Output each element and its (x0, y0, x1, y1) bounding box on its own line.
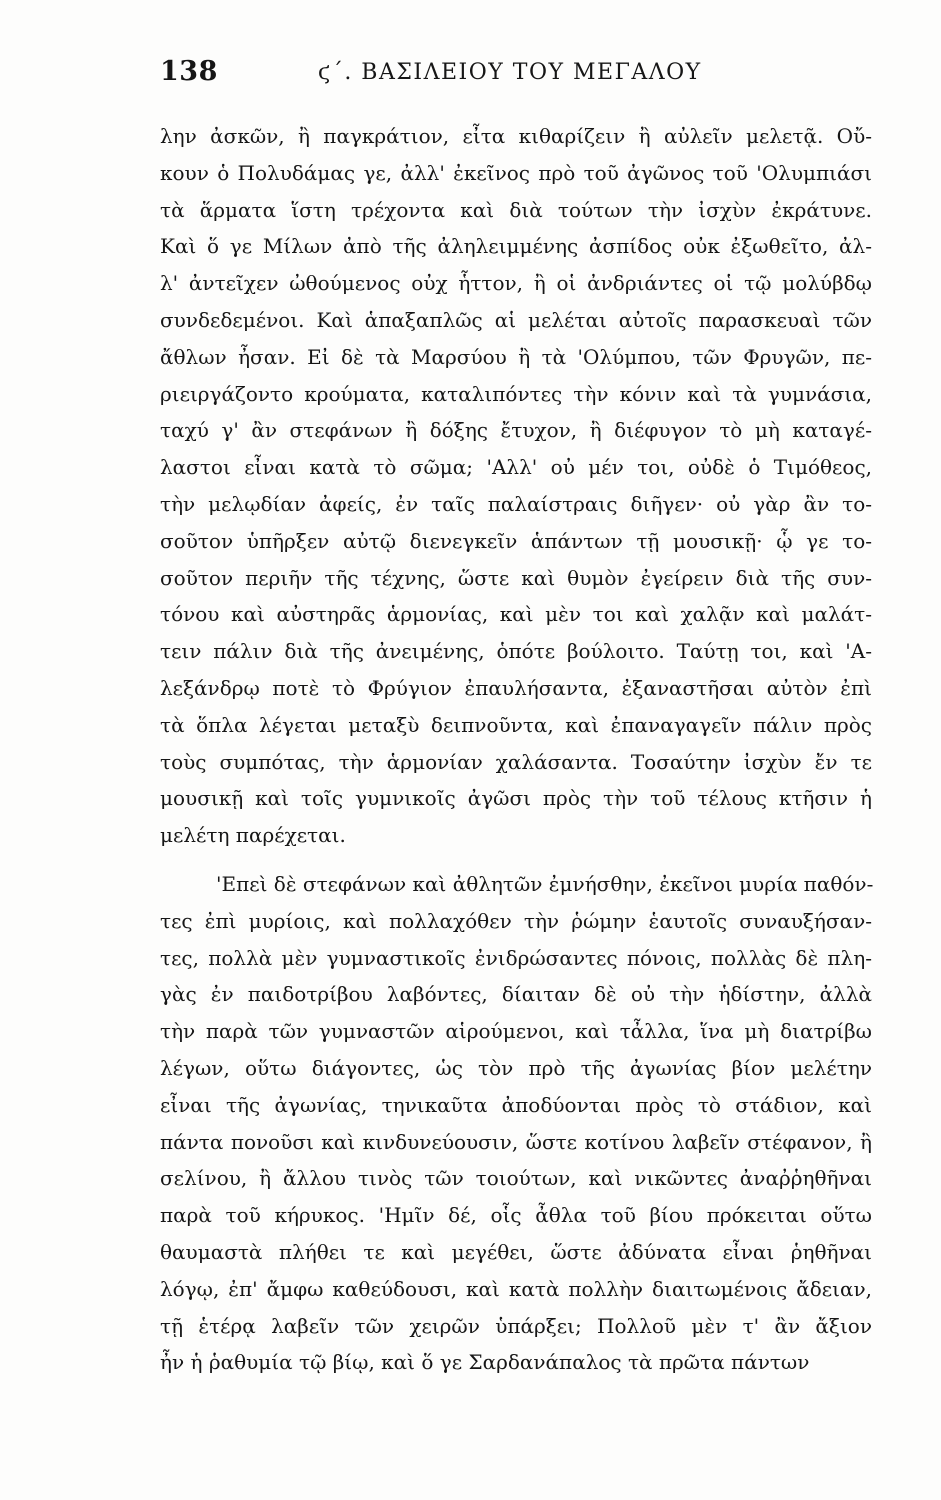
running-title: ϛ΄. ΒΑΣΙΛΕΙΟΥ ΤΟΥ ΜΕΓΑΛΟΥ (318, 60, 702, 85)
page-number: 138 (160, 56, 218, 87)
text-line: τῇ ἑτέρᾳ λαβεῖν τῶν χειρῶν ὑπάρξει; Πολλοῦ μὲν τ' ἂν ἄξιον (160, 1313, 872, 1338)
text-line: παρὰ τοῦ κήρυκος. 'Ημῖν δέ, οἷς ἆθλα τοῦ βίου πρόκειται οὕτω (160, 1203, 872, 1228)
text-line: λεξάνδρῳ ποτὲ τὸ Φρύγιον ἐπαυλήσαντα, ἐξαναστῆσαι αὐτὸν ἐπὶ (160, 675, 872, 700)
text-line: ριειργάζοντο κρούματα, καταλιπόντες τὴν κόνιν καὶ τὰ γυμνάσια, (160, 381, 872, 406)
text-line: σελίνου, ἢ ἄλλου τινὸς τῶν τοιούτων, καὶ νικῶντες ἀναῤῥηθῆναι (160, 1166, 872, 1191)
text-line: λην ἀσκῶν, ἢ παγκράτιον, εἶτα κιθαρίζειν ἢ αὐλεῖν μελετᾷ. Οὔ- (160, 124, 872, 148)
paragraph-1 (160, 118, 872, 854)
paragraph-gap (160, 854, 872, 866)
text-line: ἄθλων ἦσαν. Εἰ δὲ τὰ Μαρσύου ἢ τὰ 'Ολύμπου, τῶν Φρυγῶν, πε- (160, 344, 872, 369)
body-text (160, 118, 872, 1381)
text-line: θαυμαστὰ πλήθει τε καὶ μεγέθει, ὥστε ἀδύνατα εἶναι ῥηθῆναι (160, 1239, 872, 1264)
text-line: Καὶ ὅ γε Μίλων ἀπὸ τῆς ἀληλειμμένης ἀσπίδος οὐκ ἐξωθεῖτο, ἀλ- (160, 234, 872, 259)
text-line: τὰ ὅπλα λέγεται μεταξὺ δειπνοῦντα, καὶ ἐπαναγαγεῖν πάλιν πρὸς (160, 712, 872, 737)
text-line: τοὺς συμπότας, τὴν ἁρμονίαν χαλάσαντα. Τοσαύτην ἰσχὺν ἔν τε (160, 749, 872, 774)
paragraph-2 (160, 866, 872, 1381)
text-line: τὴν μελῳδίαν ἀφείς, ἐν ταῖς παλαίστραις διῆγεν· οὐ γὰρ ἂν το- (160, 491, 872, 516)
text-line: γὰς ἐν παιδοτρίβου λαβόντες, δίαιταν δὲ οὐ τὴν ἡδίστην, ἀλλὰ (160, 982, 872, 1007)
text-line: λαστοι εἶναι κατὰ τὸ σῶμα; 'Αλλ' οὐ μέν τοι, οὐδὲ ὁ Τιμόθεος, (160, 455, 872, 480)
text-line: εἶναι τῆς ἀγωνίας, τηνικαῦτα ἀποδύονται πρὸς τὸ στάδιον, καὶ (160, 1092, 872, 1117)
text-line: σοῦτον περιῆν τῆς τέχνης, ὥστε καὶ θυμὸν ἐγείρειν διὰ τῆς συν- (160, 565, 872, 590)
text-line: συνδεδεμένοι. Καὶ ἁπαξαπλῶς αἱ μελέται αὐτοῖς παρασκευαὶ τῶν (160, 307, 872, 332)
text-line: τες ἐπὶ μυρίοις, καὶ πολλαχόθεν τὴν ῥώμην ἑαυτοῖς συναυξήσαν- (160, 908, 872, 933)
text-line: τὰ ἅρματα ἵστη τρέχοντα καὶ διὰ τούτων τὴν ἰσχὺν ἐκράτυνε. (160, 197, 872, 222)
text-line: τειν πάλιν διὰ τῆς ἀνειμένης, ὁπότε βούλοιτο. Ταύτῃ τοι, καὶ 'Α- (160, 639, 872, 664)
text-line: σοῦτον ὑπῆρξεν αὐτῷ διενεγκεῖν ἁπάντων τῇ μουσικῇ· ᾧ γε το- (160, 528, 872, 553)
text-line: λόγῳ, ἐπ' ἄμφω καθεύδουσι, καὶ κατὰ πολλὴν διαιτωμένοις ἄδειαν, (160, 1276, 872, 1301)
text-line: ταχύ γ' ἂν στεφάνων ἢ δόξης ἔτυχον, ἢ διέφυγον τὸ μὴ καταγέ- (160, 418, 872, 443)
text-line: κουν ὁ Πολυδάμας γε, ἀλλ' ἐκεῖνος πρὸ τοῦ ἀγῶνος τοῦ 'Ολυμπιάσι (160, 160, 872, 185)
text-line: τὴν παρὰ τῶν γυμναστῶν αἱρούμενοι, καὶ τἆλλα, ἵνα μὴ διατρίβω (160, 1019, 872, 1044)
text-line: μουσικῇ καὶ τοῖς γυμνικοῖς ἀγῶσι πρὸς τὴν τοῦ τέλους κτῆσιν ἡ (160, 786, 872, 811)
text-line: πάντα πονοῦσι καὶ κινδυνεύουσιν, ὥστε κοτίνου λαβεῖν στέφανον, ἢ (160, 1129, 872, 1154)
running-head (160, 56, 880, 96)
text-line: μελέτη παρέχεται. (160, 823, 346, 848)
text-line: τες, πολλὰ μὲν γυμναστικοῖς ἐνιδρώσαντες πόνοις, πολλὰς δὲ πλη- (160, 945, 872, 970)
text-line: λ' ἀντεῖχεν ὠθούμενος οὐχ ἧττον, ἢ οἱ ἀνδριάντες οἱ τῷ μολύβδῳ (160, 271, 872, 296)
text-line: τόνου καὶ αὐστηρᾶς ἁρμονίας, καὶ μὲν τοι καὶ χαλᾷν καὶ μαλάτ- (160, 602, 872, 627)
text-line: λέγων, οὕτω διάγοντες, ὡς τὸν πρὸ τῆς ἀγωνίας βίον μελέτην (160, 1055, 872, 1080)
text-line: ἦν ἡ ῥαθυμία τῷ βίῳ, καὶ ὅ γε Σαρδανάπαλος τὰ πρῶτα πάντων (160, 1350, 810, 1375)
text-line: 'Επεὶ δὲ στεφάνων καὶ ἀθλητῶν ἐμνήσθην, ἐκεῖνοι μυρία παθόν- (216, 871, 874, 896)
